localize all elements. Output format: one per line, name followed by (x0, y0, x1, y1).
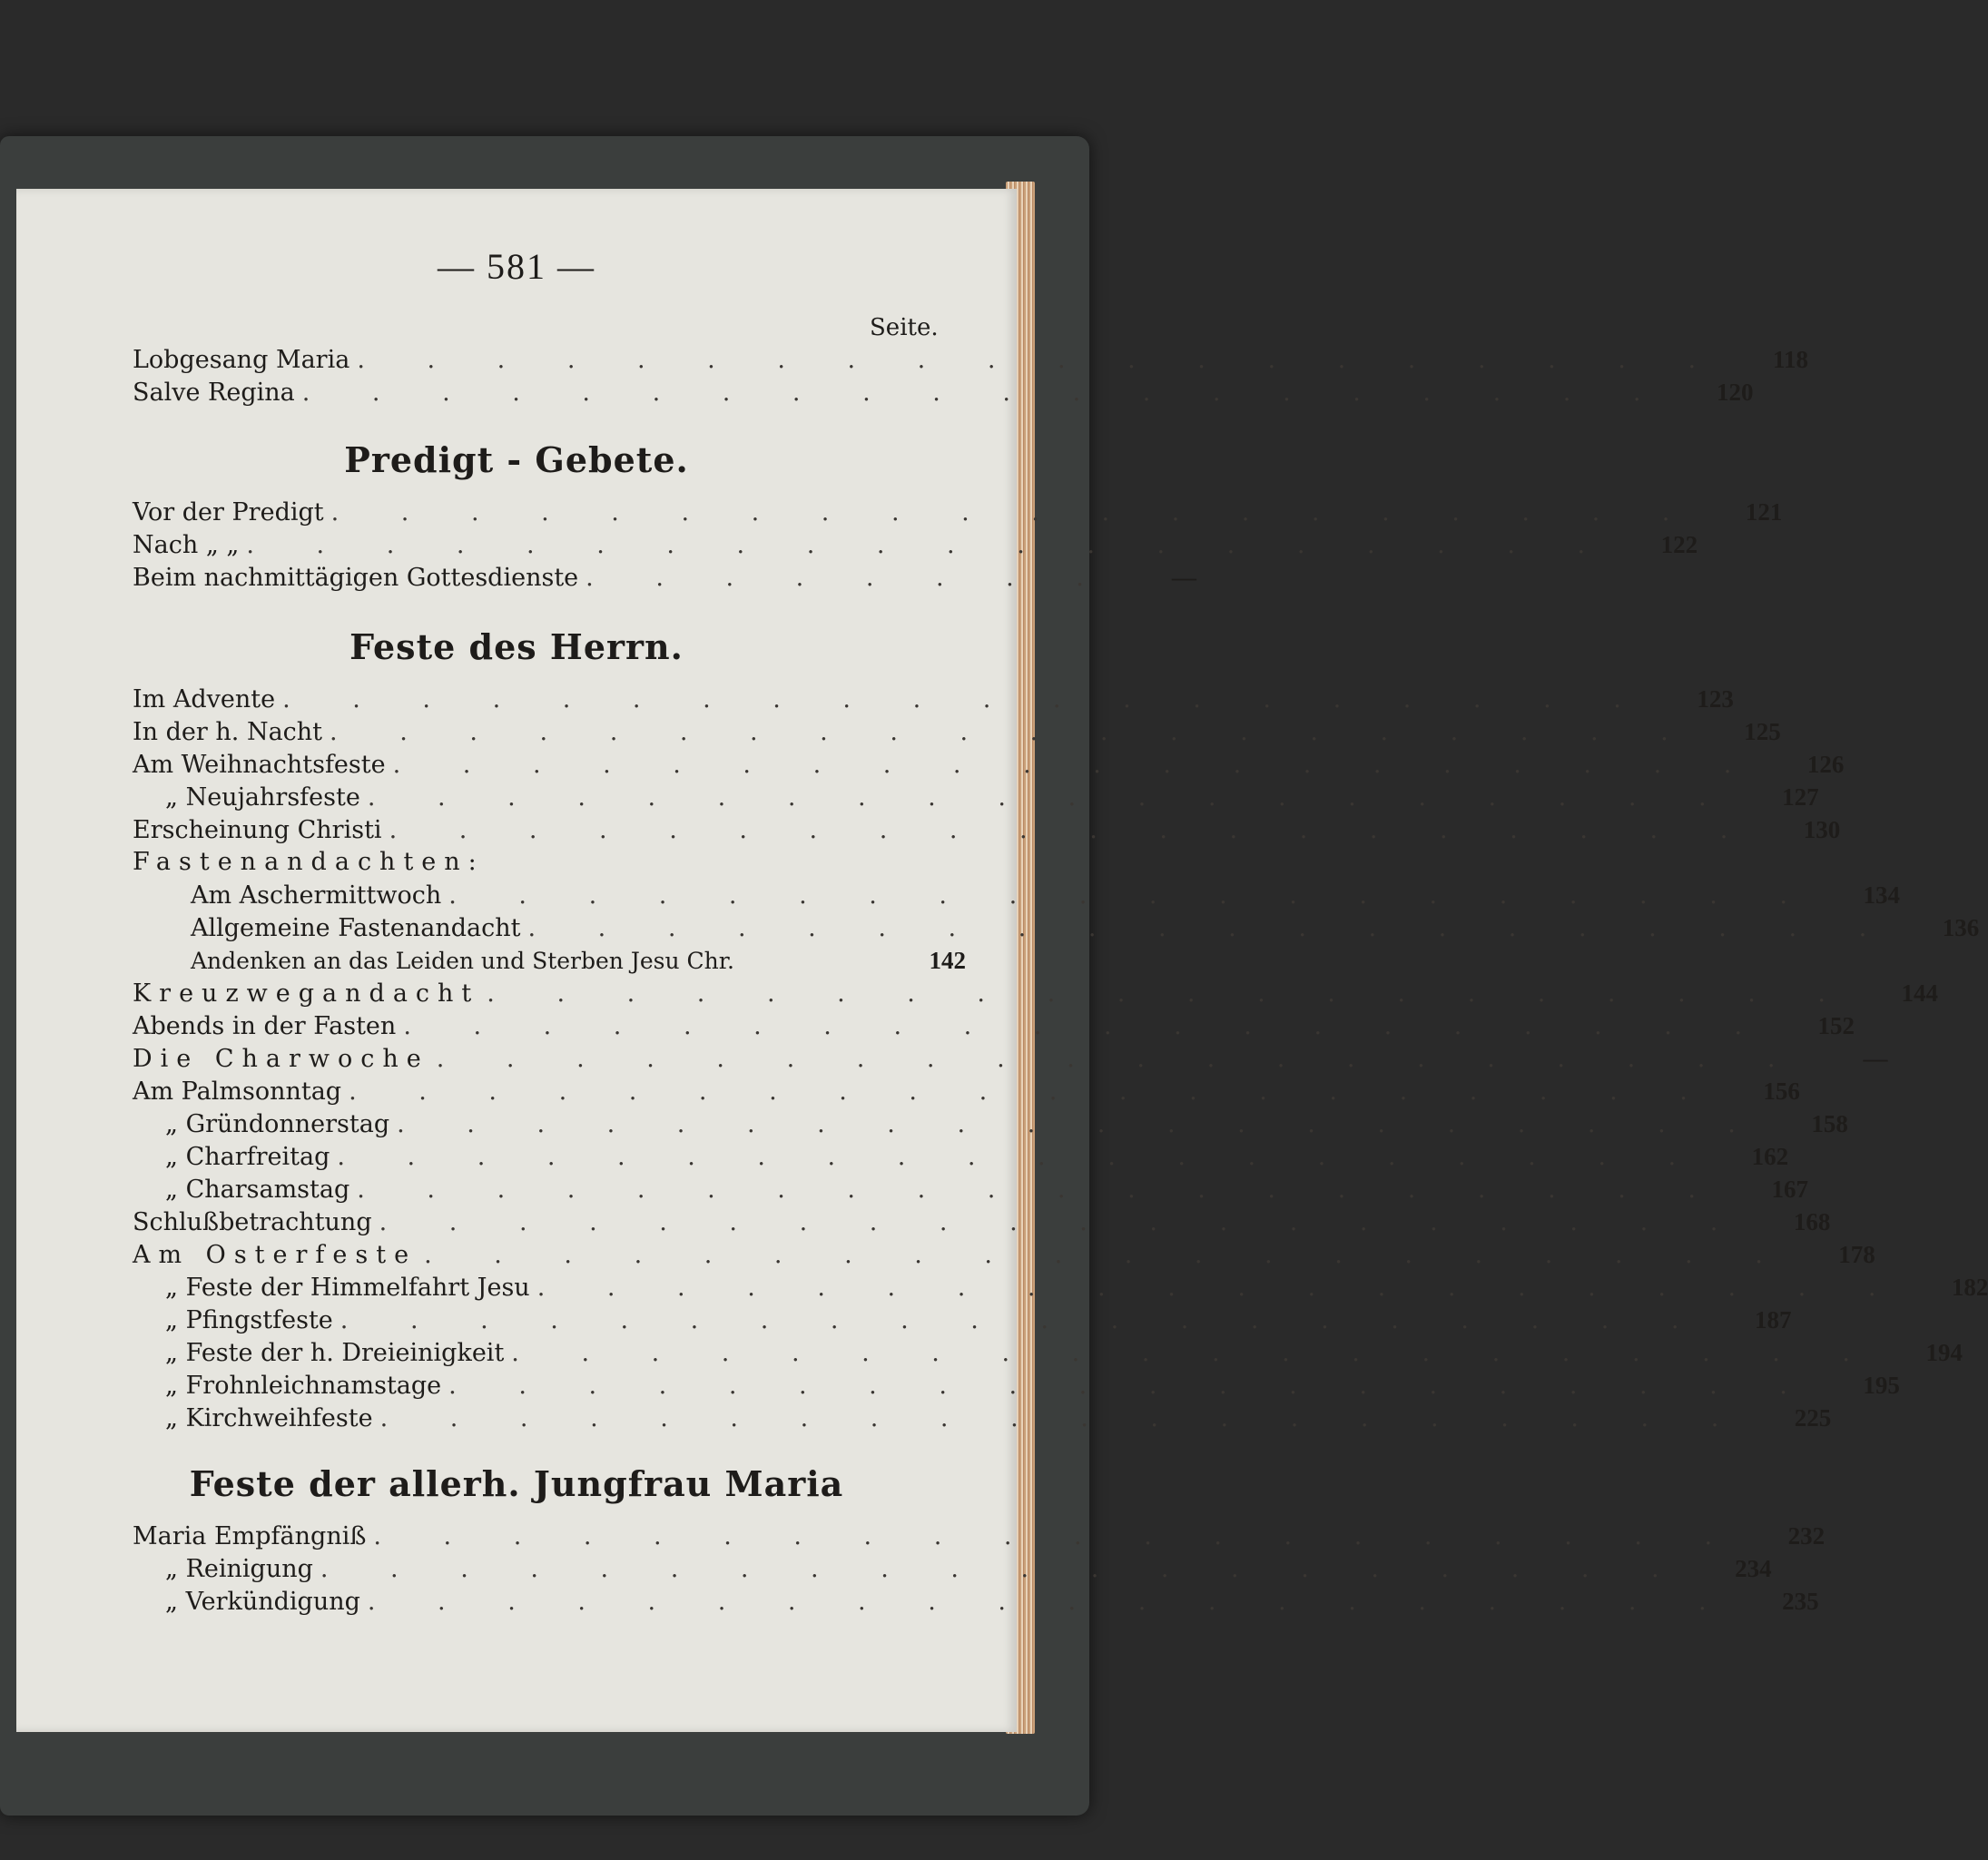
entry-page: 144 (1901, 979, 1938, 1007)
entry-title: Fastenandachten: (133, 848, 485, 876)
entry-page: 195 (1863, 1372, 1900, 1399)
leader-dots: . . . . . . . . . . . . . . . . . . . . (536, 1274, 1904, 1302)
entry-page: 178 (1838, 1241, 1875, 1268)
toc-entry (133, 376, 1754, 408)
entry-title: Vor der Predigt (133, 498, 324, 527)
section-heading: Feste der allerh. Jungfrau Maria (189, 1463, 844, 1504)
entry-page: 162 (1751, 1143, 1789, 1170)
entry-page: 232 (1787, 1522, 1826, 1550)
entry-page: 122 (1660, 531, 1698, 558)
entry-page: 235 (1782, 1588, 1819, 1615)
toc-entry (133, 1304, 1792, 1336)
entry-title: Lobgesang Maria (133, 346, 350, 374)
entry-title: Maria Empfängniß (133, 1522, 367, 1550)
entry-title: „ Gründonnerstag (165, 1110, 390, 1138)
entry-page: 234 (1735, 1555, 1772, 1582)
entry-page: 123 (1697, 685, 1734, 713)
toc-subheading (133, 846, 966, 879)
leader-dots: . . . . . . . . . . . . . . . . . . . . (424, 1241, 1790, 1269)
leader-dots: . . . . . . . . . . . . . . . . . . . . (337, 1143, 1704, 1171)
leader-dots: . . . . . . . . . . . . . . . . . . . . (367, 783, 1734, 812)
entry-title: Salve Regina (133, 379, 295, 407)
toc-entry (133, 1107, 1848, 1140)
toc-entry (133, 1140, 1789, 1173)
entry-title: Nach „ „ (133, 531, 240, 559)
toc-entry (133, 1336, 1963, 1369)
page-column-label: Seite. (870, 314, 939, 341)
entry-page: 168 (1793, 1208, 1831, 1235)
toc-entry (133, 1369, 1900, 1402)
toc-entry (133, 1520, 1826, 1552)
entry-page: 121 (1745, 498, 1783, 526)
leader-dots: . . . . . . . . . . . . . . . . . . . . (379, 1404, 1747, 1432)
toc-entry (133, 1271, 1988, 1304)
leader-dots: . . . . . . . . . . . . . . . . . . . . (487, 979, 1853, 1008)
leader-dots: . . . . . . . . . . . . . . . . . . . . (436, 1045, 1803, 1073)
entry-title: Schlußbetrachtung (133, 1208, 372, 1236)
toc-entry (133, 715, 1781, 748)
entry-title: Am Weihnachtsfeste (133, 751, 386, 779)
leader-dots: . . . . . . . . . . . . . . . . . . . . (403, 1012, 1770, 1040)
toc-entry (133, 1042, 1888, 1075)
entry-title: „ Kirchweihfeste (165, 1404, 373, 1432)
toc-entry (133, 977, 1938, 1009)
entry-page: 182 (1951, 1274, 1988, 1301)
leader-dots: . . . . . . . . . . . . . . . . . . . . (367, 1588, 1734, 1616)
entry-page: 156 (1763, 1078, 1800, 1105)
entry-title: „ Charsamstag (165, 1176, 350, 1204)
leader-dots: . . . . . . . . . . . . . . . . . . . . (389, 816, 1756, 844)
leader-dots: . . . . . . . . . . . . . . . . . . . . (527, 914, 1895, 942)
leader-dots: . . . . . . . . . . . . . . . . . . . . (392, 751, 1759, 779)
toc-entry (133, 683, 1734, 715)
leader-dots: . . . . . . . . . . . . . . . . . . . . (357, 1176, 1723, 1204)
toc-entry (133, 1206, 1831, 1238)
entry-page: 187 (1755, 1306, 1792, 1333)
leader-dots: . . . . . . . . . . . . . . . . . . . . (330, 718, 1696, 746)
leader-dots: . . . . . . . . . . . . . . . . . . . . (320, 1555, 1687, 1583)
entry-page: 152 (1817, 1012, 1855, 1039)
leader-dots: . . . . . . . . . . . . . . . . . . . . (340, 1306, 1707, 1334)
page-content (16, 189, 1988, 1732)
toc-entry (133, 496, 1783, 528)
entry-title: „ Feste der Himmelfahrt Jesu (165, 1274, 530, 1302)
entry-title: Am Palmsonntag (133, 1078, 342, 1106)
toc-entry (133, 1585, 1819, 1618)
entry-page: 136 (1942, 914, 1980, 941)
toc-entry (133, 1402, 1832, 1434)
entry-page: 142 (929, 947, 966, 974)
toc-entry (133, 813, 1841, 846)
leader-dots: . . . . . . . . . . . . . . . . . . . . (448, 1372, 1815, 1400)
book-page (16, 189, 1988, 1732)
toc-entry (133, 1552, 1772, 1585)
entry-title: Andenken an das Leiden und Sterben Jesu Chr. (191, 948, 734, 974)
entry-title: „ Frohnleichnamstage (165, 1372, 442, 1400)
entry-title: In der h. Nacht (133, 718, 323, 746)
entry-page: 158 (1811, 1110, 1848, 1137)
leader-dots: . . . . . . . . . . . . . . . . . . . . (349, 1078, 1715, 1106)
toc-entry (133, 748, 1845, 781)
section-heading: Feste des Herrn. (349, 626, 684, 667)
leader-dots: . . . . . . . . . . . . . . . . . . . . (379, 1208, 1746, 1236)
entry-page: — (1171, 564, 1196, 591)
toc-entry (133, 528, 1698, 561)
entry-page: — (1863, 1045, 1888, 1072)
entry-page: 120 (1716, 379, 1754, 406)
entry-title: Kreuzwegandacht (133, 979, 480, 1008)
leader-dots: . . . . . . . . (586, 564, 1111, 592)
entry-title: Erscheinung Christi (133, 816, 382, 844)
entry-page: 167 (1771, 1176, 1808, 1203)
entry-title: „ Reinigung (165, 1555, 313, 1583)
toc-entry (133, 1009, 1855, 1042)
entry-page: 127 (1782, 783, 1819, 811)
entry-title: Im Advente (133, 685, 276, 713)
entry-title: Allgemeine Fastenandacht (191, 914, 521, 942)
leader-dots: . . . . . . . . . . . . . . . . . . . . (357, 346, 1724, 374)
entry-title: Am Osterfeste (133, 1241, 418, 1269)
toc-entry (133, 879, 1900, 911)
entry-page: 134 (1863, 881, 1900, 909)
section-heading: Predigt - Gebete. (344, 439, 689, 480)
toc-entry (133, 343, 1809, 376)
toc-entry (133, 1173, 1808, 1206)
entry-title: „ Pfingstfeste (165, 1306, 333, 1334)
entry-title: „ Verkündigung (165, 1588, 360, 1616)
leader-dots: . . . . . . . . . . . . . . . . . . . . (301, 379, 1668, 407)
leader-dots: . . . . . . . . . . . . . . . . . . . . (397, 1110, 1763, 1138)
toc-entry (133, 1075, 1800, 1107)
toc-entry (133, 561, 1196, 594)
toc-entry (133, 911, 1980, 944)
entry-page: 130 (1803, 816, 1841, 843)
entry-page: 194 (1925, 1339, 1963, 1366)
entry-title: Am Aschermittwoch (191, 881, 442, 910)
leader-dots: . . . . . . . . . . . . . . . . . . . . (511, 1339, 1878, 1367)
entry-page: 126 (1806, 751, 1845, 778)
page-number: — 581 — (438, 246, 595, 287)
entry-title: Abends in der Fasten (133, 1012, 397, 1040)
leader-dots: . . . . . . . . . . . . . . . . . . . . (246, 531, 1613, 559)
leader-dots: . . . . . . . . . . . . . . . . . . . . (330, 498, 1698, 527)
leader-dots: . . . . . . . . . . . . . . . . . . . . (448, 881, 1815, 910)
leader-dots: . . . . . . . . . . . . . . . . . . . . (282, 685, 1648, 713)
entry-title: „ Neujahrsfeste (165, 783, 360, 812)
entry-page: 118 (1773, 346, 1809, 373)
entry-page: 225 (1794, 1404, 1832, 1432)
toc-entry (133, 781, 1819, 813)
leader-dots: . . . . . . . . . . . . . . . . . . . . (373, 1522, 1740, 1550)
entry-title: „ Feste der h. Dreieinigkeit (165, 1339, 505, 1367)
entry-title: „ Charfreitag (165, 1143, 330, 1171)
entry-page: 125 (1744, 718, 1781, 745)
toc-entry (133, 944, 966, 977)
toc-entry (133, 1238, 1875, 1271)
entry-title: Beim nachmittägigen Gottesdienste (133, 564, 579, 592)
entry-title: Die Charwoche (133, 1045, 429, 1073)
